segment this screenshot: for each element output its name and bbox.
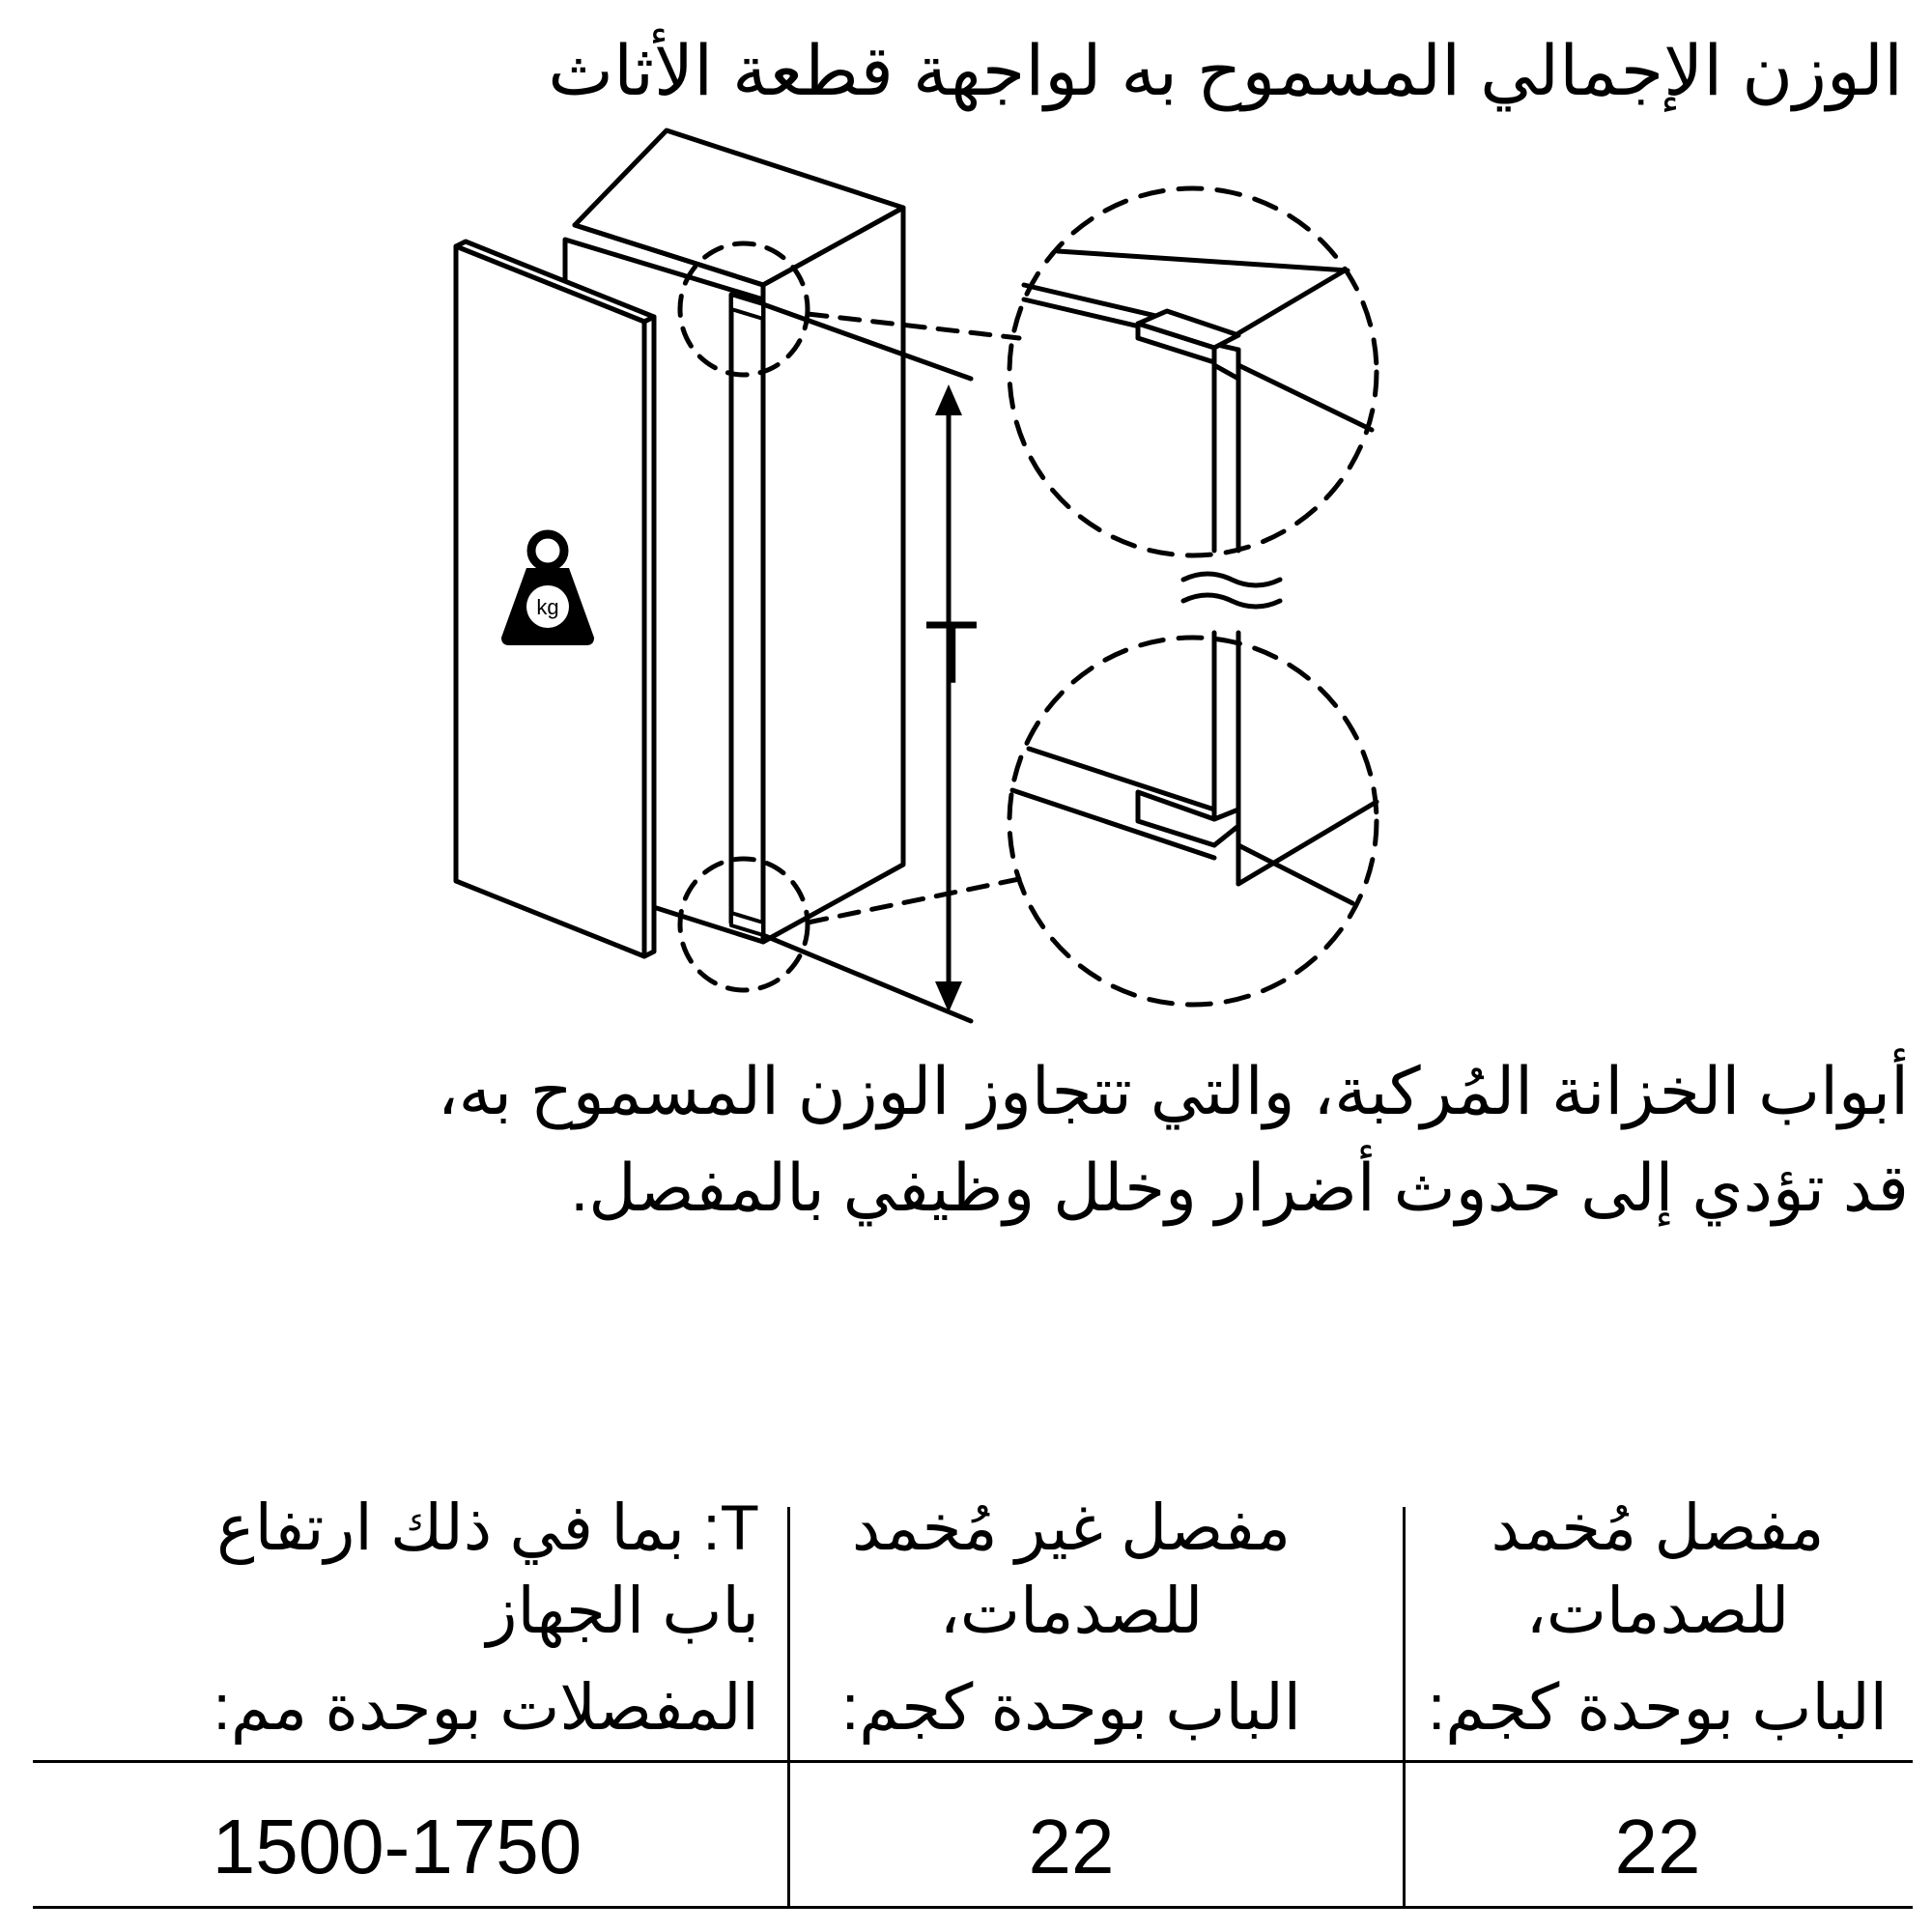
value-hinge-height: 1500-1750: [212, 1804, 582, 1889]
page-title: الوزن الإجمالي المسموح به لواجهة قطعة الأثاث: [548, 33, 1903, 110]
header-hinge-height-line-2: باب الجهاز: [486, 1575, 759, 1646]
header-damped-line-2: للصدمات،: [1525, 1575, 1790, 1646]
zoom-top-panel-edge-1: [1058, 251, 1348, 270]
zoom-top-cabinet-edge: [1238, 270, 1345, 333]
header-non-damped-hinge: [788, 1486, 1354, 1756]
cabinet-side-face: [763, 208, 903, 942]
table-rule-header: [33, 1760, 1913, 1763]
value-non-damped-hinge: 22: [1028, 1804, 1115, 1889]
header-damped-line-1: مفصل مُخمد: [1491, 1492, 1825, 1563]
value-damped-hinge: 22: [1614, 1804, 1701, 1889]
header-non-damped-line-2: للصدمات،: [939, 1575, 1204, 1646]
dimension-label: T: [923, 604, 980, 702]
header-damped-line-3: الباب بوحدة كجم:: [1427, 1671, 1889, 1743]
break-mark-2: [1183, 595, 1280, 607]
break-mark-1: [1183, 574, 1280, 585]
header-hinge-height: [35, 1486, 759, 1756]
warning-line-1: أبواب الخزانة المُركبة، والتي تتجاوز الوزن المسموح به،: [437, 1055, 1909, 1128]
dimension-arrow-top: [935, 384, 962, 415]
zoom-bottom-cabinet-edge: [1238, 802, 1377, 884]
warning-line-2: قد تؤدي إلى حدوث أضرار وخلل وظيفي بالمفصل.: [570, 1151, 1909, 1225]
header-hinge-height-line-3: المفصلات بوحدة مم:: [213, 1671, 759, 1743]
zoom-top-extension: [1238, 365, 1372, 430]
header-non-damped-line-1: مفصل غير مُخمد: [851, 1492, 1292, 1563]
appliance-door-strip: [731, 295, 763, 932]
zoom-bottom-panel-edge-1: [1029, 749, 1214, 810]
extension-line-bottom: [763, 935, 971, 1021]
header-damped-hinge: [1406, 1486, 1909, 1756]
header-hinge-height-line-1: T: بما في ذلك ارتفاع: [216, 1492, 759, 1563]
weight-icon-label: kg: [536, 595, 559, 619]
warning-text: [15, 1043, 1909, 1236]
zoom-top-door-front: [1214, 365, 1238, 379]
header-non-damped-line-3: الباب بوحدة كجم:: [840, 1671, 1302, 1743]
table-divider-2: [1403, 1507, 1406, 1908]
table-rule-bottom: [33, 1906, 1913, 1909]
detail-zoom-top: [1009, 188, 1377, 555]
